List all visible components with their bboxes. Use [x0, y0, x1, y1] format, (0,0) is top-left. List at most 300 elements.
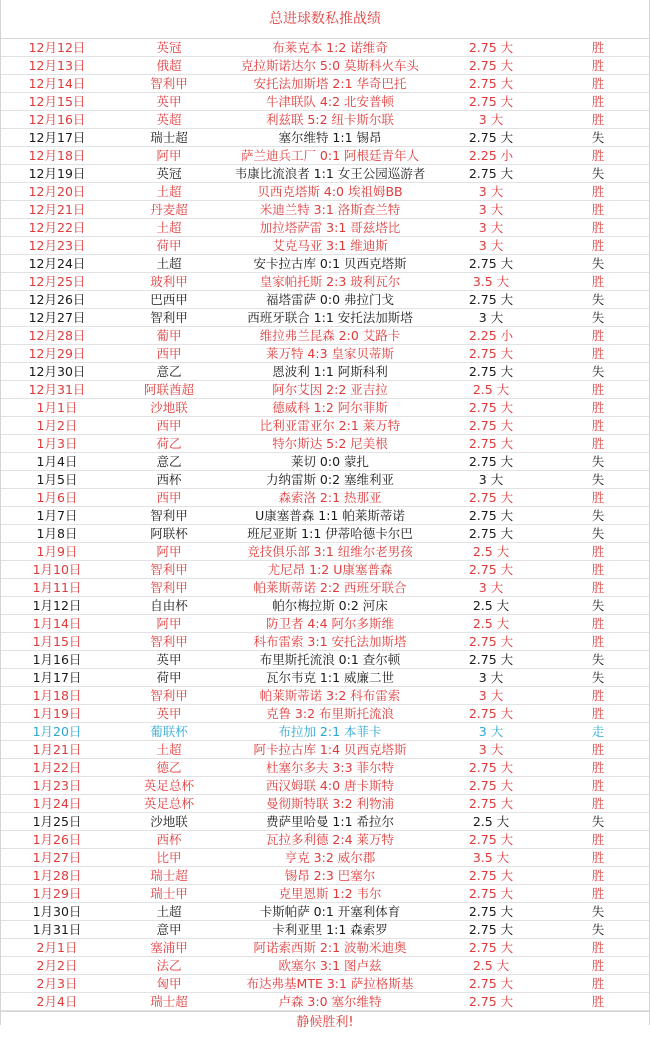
line-cell: 3.5 大: [435, 849, 547, 867]
match-cell: 布里斯托流浪 0:1 查尔顿: [225, 651, 435, 669]
line-cell: 2.75 大: [435, 363, 547, 381]
date-cell: 1月6日: [1, 489, 113, 507]
league-cell: 荷甲: [113, 237, 225, 255]
table-row: [1, 435, 649, 453]
league-cell: 智利甲: [113, 507, 225, 525]
result-cell: 胜: [547, 867, 649, 885]
table-row: [1, 579, 649, 597]
table-row: [1, 543, 649, 561]
table-row: [1, 687, 649, 705]
match-cell: 莱万特 4:3 皇家贝蒂斯: [225, 345, 435, 363]
league-cell: 巴西甲: [113, 291, 225, 309]
line-cell: 2.5 大: [435, 381, 547, 399]
date-cell: 1月31日: [1, 921, 113, 939]
league-cell: 瑞士超: [113, 129, 225, 147]
table-row: [1, 147, 649, 165]
result-cell: 胜: [547, 435, 649, 453]
line-cell: 3 大: [435, 201, 547, 219]
table-row: [1, 903, 649, 921]
league-cell: 塞浦甲: [113, 939, 225, 957]
result-cell: 胜: [547, 183, 649, 201]
date-cell: 12月27日: [1, 309, 113, 327]
league-cell: 智利甲: [113, 75, 225, 93]
line-cell: 2.25 小: [435, 147, 547, 165]
table-row: [1, 867, 649, 885]
result-cell: 胜: [547, 957, 649, 975]
date-cell: 12月22日: [1, 219, 113, 237]
line-cell: 2.75 大: [435, 633, 547, 651]
match-cell: 加拉塔萨雷 3:1 哥兹塔比: [225, 219, 435, 237]
table-row: [1, 921, 649, 939]
date-cell: 12月25日: [1, 273, 113, 291]
date-cell: 1月3日: [1, 435, 113, 453]
result-cell: 胜: [547, 615, 649, 633]
match-cell: 杜塞尔多夫 3:3 菲尔特: [225, 759, 435, 777]
table-row: [1, 75, 649, 93]
match-cell: 瓦拉多利德 2:4 莱万特: [225, 831, 435, 849]
result-cell: 失: [547, 597, 649, 615]
date-cell: 12月17日: [1, 129, 113, 147]
result-cell: 胜: [547, 345, 649, 363]
table-row: [1, 165, 649, 183]
line-cell: 2.75 大: [435, 57, 547, 75]
match-cell: 帕莱斯蒂诺 3:2 科布雷索: [225, 687, 435, 705]
date-cell: 12月15日: [1, 93, 113, 111]
league-cell: 荷甲: [113, 669, 225, 687]
line-cell: 3.5 大: [435, 273, 547, 291]
result-cell: 胜: [547, 75, 649, 93]
result-cell: 失: [547, 363, 649, 381]
line-cell: 2.75 大: [435, 993, 547, 1011]
match-cell: 曼彻斯特联 3:2 利物浦: [225, 795, 435, 813]
match-cell: 西班牙联合 1:1 安托法加斯塔: [225, 309, 435, 327]
date-cell: 1月15日: [1, 633, 113, 651]
result-cell: 失: [547, 921, 649, 939]
table-row: [1, 327, 649, 345]
league-cell: 阿甲: [113, 543, 225, 561]
table-row: [1, 381, 649, 399]
result-cell: 走: [547, 723, 649, 741]
date-cell: 1月19日: [1, 705, 113, 723]
result-cell: 失: [547, 291, 649, 309]
date-cell: 1月22日: [1, 759, 113, 777]
match-cell: 森索洛 2:1 热那亚: [225, 489, 435, 507]
match-cell: 卡斯帕萨 0:1 开塞利体育: [225, 903, 435, 921]
date-cell: 12月19日: [1, 165, 113, 183]
table-row: [1, 957, 649, 975]
line-cell: 2.75 大: [435, 345, 547, 363]
table-row: [1, 489, 649, 507]
result-cell: 胜: [547, 759, 649, 777]
league-cell: 西杯: [113, 471, 225, 489]
date-cell: 1月29日: [1, 885, 113, 903]
result-cell: 失: [547, 309, 649, 327]
result-cell: 胜: [547, 273, 649, 291]
league-cell: 智利甲: [113, 309, 225, 327]
match-cell: U康塞普森 1:1 帕莱斯蒂诺: [225, 507, 435, 525]
league-cell: 英足总杯: [113, 777, 225, 795]
result-cell: 胜: [547, 939, 649, 957]
date-cell: 2月4日: [1, 993, 113, 1011]
table-row: [1, 507, 649, 525]
match-cell: 力纳雷斯 0:2 塞维利亚: [225, 471, 435, 489]
line-cell: 2.5 大: [435, 813, 547, 831]
result-cell: 胜: [547, 219, 649, 237]
result-cell: 胜: [547, 147, 649, 165]
line-cell: 2.75 大: [435, 435, 547, 453]
table-row: [1, 93, 649, 111]
result-cell: 胜: [547, 39, 649, 57]
date-cell: 1月1日: [1, 399, 113, 417]
league-cell: 英足总杯: [113, 795, 225, 813]
league-cell: 意甲: [113, 921, 225, 939]
line-cell: 3 大: [435, 687, 547, 705]
league-cell: 法乙: [113, 957, 225, 975]
table-row: [1, 363, 649, 381]
table-row: [1, 561, 649, 579]
table-row: [1, 57, 649, 75]
league-cell: 意乙: [113, 453, 225, 471]
date-cell: 1月12日: [1, 597, 113, 615]
table-row: [1, 741, 649, 759]
result-cell: 胜: [547, 57, 649, 75]
result-cell: 胜: [547, 381, 649, 399]
league-cell: 比甲: [113, 849, 225, 867]
league-cell: 智利甲: [113, 579, 225, 597]
table-row: [1, 705, 649, 723]
line-cell: 2.75 大: [435, 255, 547, 273]
match-cell: 布达弗基MTE 3:1 萨拉格斯基: [225, 975, 435, 993]
table-row: [1, 759, 649, 777]
date-cell: 12月26日: [1, 291, 113, 309]
footer-note: 静候胜利!: [1, 1011, 649, 1037]
line-cell: 2.75 大: [435, 867, 547, 885]
match-cell: 利兹联 5:2 纽卡斯尔联: [225, 111, 435, 129]
table-row: [1, 111, 649, 129]
result-cell: 胜: [547, 111, 649, 129]
table-row: [1, 885, 649, 903]
league-cell: 阿甲: [113, 615, 225, 633]
date-cell: 12月20日: [1, 183, 113, 201]
match-cell: 艾克马亚 3:1 维迪斯: [225, 237, 435, 255]
line-cell: 2.5 大: [435, 615, 547, 633]
league-cell: 西甲: [113, 489, 225, 507]
match-cell: 特尔斯达 5:2 尼美根: [225, 435, 435, 453]
league-cell: 西杯: [113, 831, 225, 849]
table-row: [1, 183, 649, 201]
line-cell: 2.75 大: [435, 399, 547, 417]
league-cell: 英甲: [113, 705, 225, 723]
table-row: [1, 813, 649, 831]
date-cell: 1月10日: [1, 561, 113, 579]
league-cell: 俄超: [113, 57, 225, 75]
line-cell: 3 大: [435, 741, 547, 759]
date-cell: 1月18日: [1, 687, 113, 705]
match-cell: 皇家帕托斯 2:3 玻利瓦尔: [225, 273, 435, 291]
match-cell: 阿卡拉古库 1:4 贝西克塔斯: [225, 741, 435, 759]
date-cell: 12月21日: [1, 201, 113, 219]
match-cell: 卡利亚里 1:1 森索罗: [225, 921, 435, 939]
league-cell: 德乙: [113, 759, 225, 777]
line-cell: 3 大: [435, 219, 547, 237]
league-cell: 智利甲: [113, 633, 225, 651]
match-cell: 安卡拉古库 0:1 贝西克塔斯: [225, 255, 435, 273]
table-row: [1, 201, 649, 219]
match-cell: 维拉弗兰昆森 2:0 艾路卡: [225, 327, 435, 345]
league-cell: 葡甲: [113, 327, 225, 345]
table-row: [1, 795, 649, 813]
date-cell: 1月9日: [1, 543, 113, 561]
match-cell: 帕尔梅拉斯 0:2 河床: [225, 597, 435, 615]
league-cell: 英甲: [113, 651, 225, 669]
line-cell: 2.75 大: [435, 903, 547, 921]
match-cell: 阿诺索西斯 2:1 波勒米迪奥: [225, 939, 435, 957]
line-cell: 2.75 大: [435, 705, 547, 723]
date-cell: 2月1日: [1, 939, 113, 957]
date-cell: 1月17日: [1, 669, 113, 687]
result-cell: 失: [547, 507, 649, 525]
match-cell: 西汉姆联 4:0 唐卡斯特: [225, 777, 435, 795]
league-cell: 土超: [113, 903, 225, 921]
match-cell: 牛津联队 4:2 北安普顿: [225, 93, 435, 111]
line-cell: 3 大: [435, 471, 547, 489]
result-cell: 胜: [547, 489, 649, 507]
match-cell: 亨克 3:2 威尔郡: [225, 849, 435, 867]
league-cell: 阿联杯: [113, 525, 225, 543]
result-cell: 胜: [547, 633, 649, 651]
league-cell: 自由杯: [113, 597, 225, 615]
match-cell: 欧塞尔 3:1 图卢兹: [225, 957, 435, 975]
result-cell: 胜: [547, 885, 649, 903]
league-cell: 瑞士超: [113, 867, 225, 885]
date-cell: 1月16日: [1, 651, 113, 669]
league-cell: 土超: [113, 741, 225, 759]
line-cell: 2.75 大: [435, 759, 547, 777]
date-cell: 1月2日: [1, 417, 113, 435]
league-cell: 葡联杯: [113, 723, 225, 741]
result-cell: 失: [547, 255, 649, 273]
table-row: [1, 939, 649, 957]
line-cell: 2.75 大: [435, 975, 547, 993]
date-cell: 12月29日: [1, 345, 113, 363]
sheet-title: 总进球数私推战绩: [1, 0, 649, 39]
match-cell: 费萨里哈曼 1:1 希拉尔: [225, 813, 435, 831]
match-cell: 莱切 0:0 蒙扎: [225, 453, 435, 471]
line-cell: 3 大: [435, 183, 547, 201]
line-cell: 2.75 大: [435, 489, 547, 507]
date-cell: 1月28日: [1, 867, 113, 885]
result-cell: 胜: [547, 399, 649, 417]
table-row: [1, 525, 649, 543]
match-cell: 竞技俱乐部 3:1 纽维尔老男孩: [225, 543, 435, 561]
table-row: [1, 453, 649, 471]
result-cell: 胜: [547, 993, 649, 1011]
table-row: [1, 39, 649, 57]
line-cell: 3 大: [435, 723, 547, 741]
match-cell: 锡昂 2:3 巴塞尔: [225, 867, 435, 885]
line-cell: 2.75 大: [435, 39, 547, 57]
date-cell: 12月13日: [1, 57, 113, 75]
date-cell: 12月23日: [1, 237, 113, 255]
date-cell: 2月2日: [1, 957, 113, 975]
league-cell: 土超: [113, 219, 225, 237]
match-cell: 班尼亚斯 1:1 伊蒂哈德卡尔巴: [225, 525, 435, 543]
league-cell: 西甲: [113, 345, 225, 363]
date-cell: 12月31日: [1, 381, 113, 399]
line-cell: 2.75 大: [435, 291, 547, 309]
date-cell: 1月7日: [1, 507, 113, 525]
result-cell: 胜: [547, 561, 649, 579]
line-cell: 2.25 小: [435, 327, 547, 345]
table-row: [1, 975, 649, 993]
date-cell: 1月23日: [1, 777, 113, 795]
result-cell: 胜: [547, 237, 649, 255]
date-cell: 12月16日: [1, 111, 113, 129]
date-cell: 1月8日: [1, 525, 113, 543]
table-row: [1, 417, 649, 435]
match-cell: 韦康比流浪者 1:1 女王公园巡游者: [225, 165, 435, 183]
match-cell: 比利亚雷亚尔 2:1 莱万特: [225, 417, 435, 435]
line-cell: 3 大: [435, 309, 547, 327]
line-cell: 2.75 大: [435, 921, 547, 939]
date-cell: 1月5日: [1, 471, 113, 489]
line-cell: 2.75 大: [435, 885, 547, 903]
match-cell: 克鲁 3:2 布里斯托流浪: [225, 705, 435, 723]
line-cell: 2.75 大: [435, 525, 547, 543]
match-cell: 科布雷索 3:1 安托法加斯塔: [225, 633, 435, 651]
date-cell: 1月4日: [1, 453, 113, 471]
table-row: [1, 471, 649, 489]
result-cell: 失: [547, 903, 649, 921]
line-cell: 2.75 大: [435, 939, 547, 957]
line-cell: 3 大: [435, 669, 547, 687]
table-row: [1, 849, 649, 867]
date-cell: 12月24日: [1, 255, 113, 273]
line-cell: 2.5 大: [435, 543, 547, 561]
line-cell: 2.75 大: [435, 75, 547, 93]
result-cell: 胜: [547, 741, 649, 759]
result-cell: 失: [547, 813, 649, 831]
table-row: [1, 255, 649, 273]
match-cell: 贝西克塔斯 4:0 埃祖姆BB: [225, 183, 435, 201]
match-cell: 安托法加斯塔 2:1 华奇巴托: [225, 75, 435, 93]
date-cell: 1月21日: [1, 741, 113, 759]
result-cell: 胜: [547, 543, 649, 561]
match-cell: 德威科 1:2 阿尔菲斯: [225, 399, 435, 417]
table-row: [1, 615, 649, 633]
table-row: [1, 291, 649, 309]
league-cell: 玻利甲: [113, 273, 225, 291]
line-cell: 2.75 大: [435, 129, 547, 147]
league-cell: 荷乙: [113, 435, 225, 453]
line-cell: 3 大: [435, 111, 547, 129]
match-cell: 瓦尔韦克 1:1 威廉二世: [225, 669, 435, 687]
record-rows: [1, 39, 649, 1011]
line-cell: 3 大: [435, 579, 547, 597]
match-cell: 尤尼昂 1:2 U康塞普森: [225, 561, 435, 579]
line-cell: 2.75 大: [435, 777, 547, 795]
match-cell: 防卫者 4:4 阿尔多斯维: [225, 615, 435, 633]
result-cell: 胜: [547, 777, 649, 795]
table-row: [1, 669, 649, 687]
line-cell: 2.75 大: [435, 93, 547, 111]
match-cell: 帕莱斯蒂诺 2:2 西班牙联合: [225, 579, 435, 597]
league-cell: 意乙: [113, 363, 225, 381]
result-cell: 胜: [547, 975, 649, 993]
league-cell: 沙地联: [113, 399, 225, 417]
record-table: [1, 39, 649, 1011]
result-cell: 失: [547, 129, 649, 147]
league-cell: 英甲: [113, 93, 225, 111]
league-cell: 英冠: [113, 39, 225, 57]
table-row: [1, 993, 649, 1011]
date-cell: 12月14日: [1, 75, 113, 93]
league-cell: 匈甲: [113, 975, 225, 993]
match-cell: 塞尔维特 1:1 锡昂: [225, 129, 435, 147]
result-cell: 胜: [547, 201, 649, 219]
result-cell: 胜: [547, 795, 649, 813]
league-cell: 土超: [113, 255, 225, 273]
result-cell: 胜: [547, 687, 649, 705]
match-cell: 布莱克本 1:2 诺维奇: [225, 39, 435, 57]
league-cell: 英冠: [113, 165, 225, 183]
table-row: [1, 831, 649, 849]
league-cell: 智利甲: [113, 561, 225, 579]
league-cell: 阿甲: [113, 147, 225, 165]
result-cell: 胜: [547, 849, 649, 867]
match-cell: 卢森 3:0 塞尔维特: [225, 993, 435, 1011]
table-row: [1, 651, 649, 669]
league-cell: 英超: [113, 111, 225, 129]
date-cell: 1月11日: [1, 579, 113, 597]
line-cell: 2.5 大: [435, 957, 547, 975]
date-cell: 1月20日: [1, 723, 113, 741]
line-cell: 3 大: [435, 237, 547, 255]
line-cell: 2.75 大: [435, 507, 547, 525]
match-cell: 福塔雷萨 0:0 弗拉门戈: [225, 291, 435, 309]
table-row: [1, 633, 649, 651]
result-cell: 胜: [547, 705, 649, 723]
date-cell: 1月27日: [1, 849, 113, 867]
league-cell: 土超: [113, 183, 225, 201]
league-cell: 瑞士甲: [113, 885, 225, 903]
league-cell: 阿联酋超: [113, 381, 225, 399]
match-cell: 克里恩斯 1:2 韦尔: [225, 885, 435, 903]
line-cell: 2.75 大: [435, 417, 547, 435]
result-cell: 失: [547, 669, 649, 687]
line-cell: 2.75 大: [435, 651, 547, 669]
league-cell: 西甲: [113, 417, 225, 435]
league-cell: 沙地联: [113, 813, 225, 831]
table-row: [1, 219, 649, 237]
match-cell: 米迪兰特 3:1 洛斯查兰特: [225, 201, 435, 219]
result-cell: 失: [547, 471, 649, 489]
result-cell: 胜: [547, 327, 649, 345]
date-cell: 1月24日: [1, 795, 113, 813]
table-row: [1, 273, 649, 291]
date-cell: 2月3日: [1, 975, 113, 993]
table-row: [1, 237, 649, 255]
table-row: [1, 345, 649, 363]
result-cell: 胜: [547, 417, 649, 435]
line-cell: 2.75 大: [435, 795, 547, 813]
table-row: [1, 777, 649, 795]
match-cell: 布拉加 2:1 本菲卡: [225, 723, 435, 741]
match-cell: 萨兰迪兵工厂 0:1 阿根廷青年人: [225, 147, 435, 165]
result-cell: 胜: [547, 93, 649, 111]
match-cell: 克拉斯诺达尔 5:0 莫斯科火车头: [225, 57, 435, 75]
date-cell: 1月26日: [1, 831, 113, 849]
